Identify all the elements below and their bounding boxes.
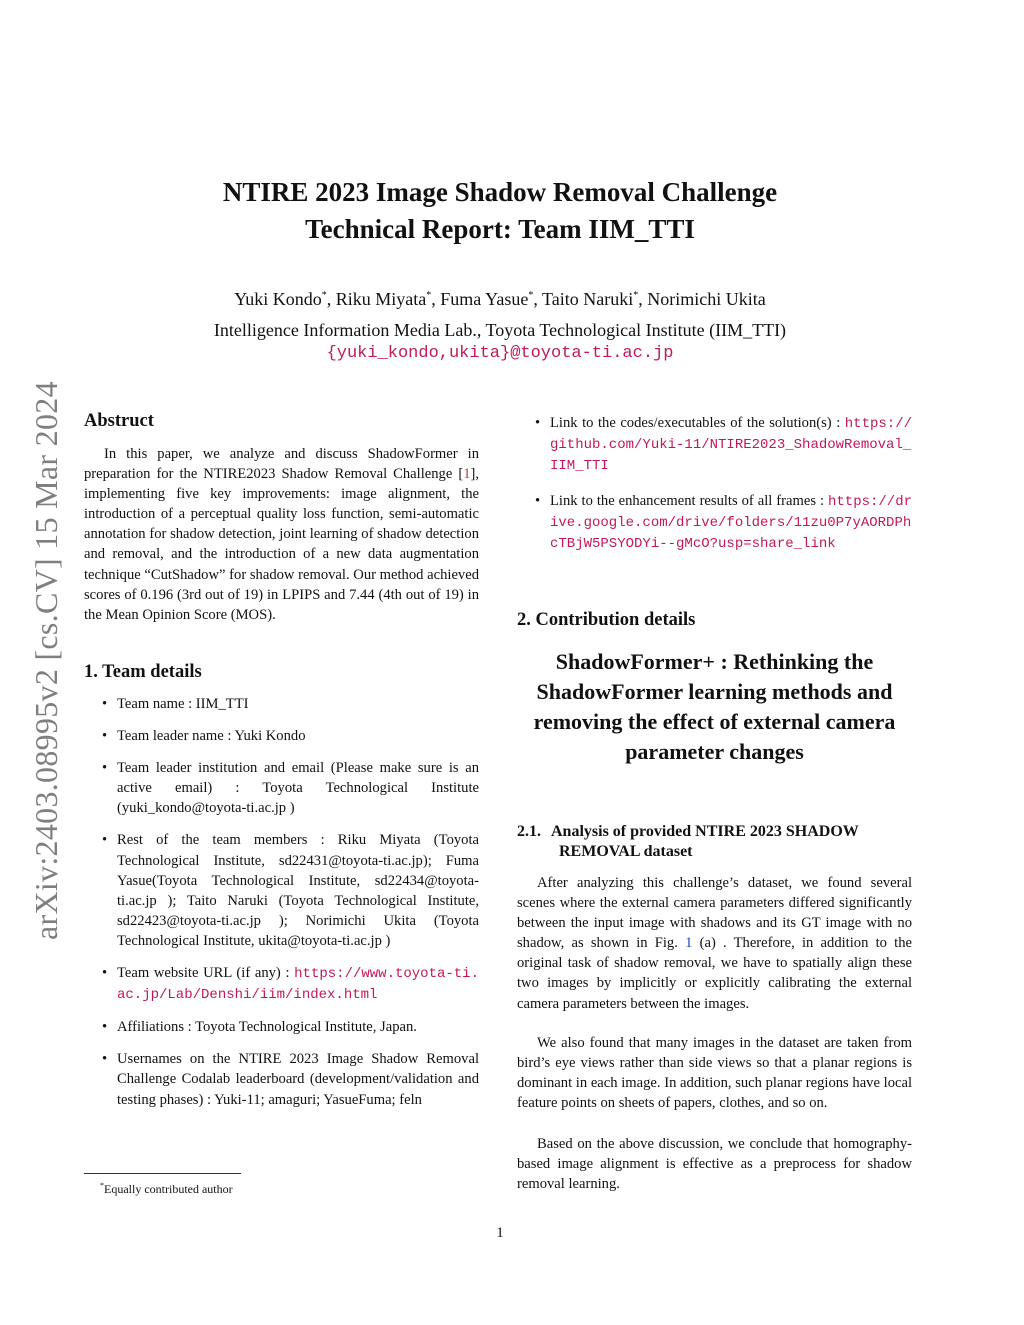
author: Riku Miyata bbox=[335, 289, 427, 309]
title-line-1: NTIRE 2023 Image Shadow Removal Challenge bbox=[222, 177, 778, 207]
code-link[interactable]: https://github.com/Yuki-11/NTIRE2023_ShadowRemoval_IIM_TTI bbox=[550, 416, 912, 475]
analysis-paragraph-1: After analyzing this challenge’s dataset, we found several scenes where the external camera parameters differed significantly between the input image with shadows and its GT image with no shadow, as shown in Fig. 1 (a) . Therefore, in addition to the original task of shadow removal, we have to spatially align these two images by implicitly or explicitly calibrating the external camera parameters between the images. bbox=[517, 875, 912, 1012]
contact-email[interactable]: {yuki_kondo,ukita}@toyota-ti.ac.jp bbox=[326, 344, 674, 363]
author-list: Yuki Kondo*, Riku Miyata*, Fuma Yasue*, Taito Naruki*, Norimichi Ukita bbox=[234, 289, 766, 309]
abstract-text: In this paper, we analyze and discuss ShadowFormer in preparation for the NTIRE2023 Shadow Removal Challenge [1], implementing five key improvements: image alignment, the introduction of a perceptual quality loss function, semi-automatic annotation for shadow detection, joint learning of shadow detection and removal, and the introduction of a new data augmentation technique “CutShadow” for shadow removal. Our method achieved scores of 0.196 (3rd out of 19) in LPIPS and 7.44 (4th out of 19) in the Mean Opinion Score (MOS). bbox=[84, 446, 479, 623]
contribution-heading: 2. Contribution details bbox=[517, 610, 696, 630]
figure-ref-link[interactable]: 1 bbox=[685, 935, 693, 952]
author-mark: * bbox=[633, 290, 639, 301]
author-mark: * bbox=[426, 290, 432, 301]
author: Fuma Yasue bbox=[440, 289, 529, 309]
author: Taito Naruki bbox=[542, 289, 634, 309]
author: Norimichi Ukita bbox=[647, 289, 766, 309]
list-item: • Team leader institution and email (Please make sure is an active email) : Toyota Technological Institute (yuki_kondo@toyota-ti.ac.jp ) bbox=[102, 760, 479, 817]
footnote-rule bbox=[84, 1173, 241, 1174]
author: Yuki Kondo bbox=[234, 289, 322, 309]
author-mark: * bbox=[321, 290, 327, 301]
links-list bbox=[517, 413, 912, 567]
list-item: • Link to the enhancement results of all frames : https://drive.google.com/drive/folders/11zu0P7yAORDPhcTBjW5PSYODYi--gMcO?usp=share_link bbox=[535, 493, 912, 553]
page-number: 1 bbox=[496, 1225, 504, 1241]
method-title: ShadowFormer+ : Rethinking the ShadowFormer learning methods and removing the effect of external camera parameter changes bbox=[533, 649, 896, 764]
arxiv-stamp: arXiv:2403.08995v2 [cs.CV] 15 Mar 2024 bbox=[28, 381, 64, 940]
list-item: • Usernames on the NTIRE 2023 Image Shadow Removal Challenge Codalab leaderboard (development/validation and testing phases) : Yuki-11; amaguri; YasueFuma; feln bbox=[102, 1051, 479, 1108]
list-item: • Rest of the team members : Riku Miyata (Toyota Technological Institute, sd22431@toyota-ti.ac.jp); Fuma Yasue(Toyota Technological Institute, sd22434@toyota-ti.ac.jp ); Taito Naruki (Toyota Technological Institute, sd22423@toyota-ti.ac.jp ); Norimichi Ukita (Toyota Technological Institute, ukita@toyota-ti.ac.jp ) bbox=[102, 832, 479, 949]
results-link[interactable]: https://drive.google.com/drive/folders/11zu0P7yAORDPhcTBjW5PSYODYi--gMcO?usp=share_link bbox=[550, 494, 912, 553]
list-item: • Link to the codes/executables of the solution(s) : https://github.com/Yuki-11/NTIRE2023_ShadowRemoval_IIM_TTI bbox=[535, 415, 912, 475]
abstract-heading: Abstruct bbox=[84, 411, 154, 431]
footnote: *Equally contributed author bbox=[100, 1181, 233, 1196]
team-website-link[interactable]: https://www.toyota-ti.ac.jp/Lab/Denshi/iim/index.html bbox=[117, 966, 479, 1004]
list-item: • Team leader name : Yuki Kondo bbox=[102, 728, 306, 745]
team-details-heading: 1. Team details bbox=[84, 662, 202, 682]
analysis-paragraph-3: Based on the above discussion, we conclude that homography-based image alignment is effective as a preprocess for shadow removal learning. bbox=[517, 1136, 912, 1193]
analysis-paragraph-2: We also found that many images in the dataset are taken from bird’s eye views rather than side views so that a planar regions is dominant in each image. In addition, such planar regions have local feature points on sheets of papers, clothes, and so on. bbox=[517, 1035, 912, 1112]
subsection-heading: 2.1. Analysis of provided NTIRE 2023 SHADOW REMOVAL dataset bbox=[517, 823, 859, 860]
citation-link[interactable]: 1 bbox=[463, 466, 471, 483]
list-item: • Team website URL (if any) : https://www.toyota-ti.ac.jp/Lab/Denshi/iim/index.html bbox=[102, 965, 479, 1004]
list-item: • Team name : IIM_TTI bbox=[102, 696, 249, 712]
title-line-2: Technical Report: Team IIM_TTI bbox=[305, 214, 695, 244]
affiliation: Intelligence Information Media Lab., Toyota Technological Institute (IIM_TTI) bbox=[213, 320, 787, 340]
list-item: • Affiliations : Toyota Technological Institute, Japan. bbox=[102, 1019, 417, 1036]
paper-title bbox=[100, 174, 900, 248]
team-details-list bbox=[84, 694, 479, 1122]
author-mark: * bbox=[528, 290, 534, 301]
